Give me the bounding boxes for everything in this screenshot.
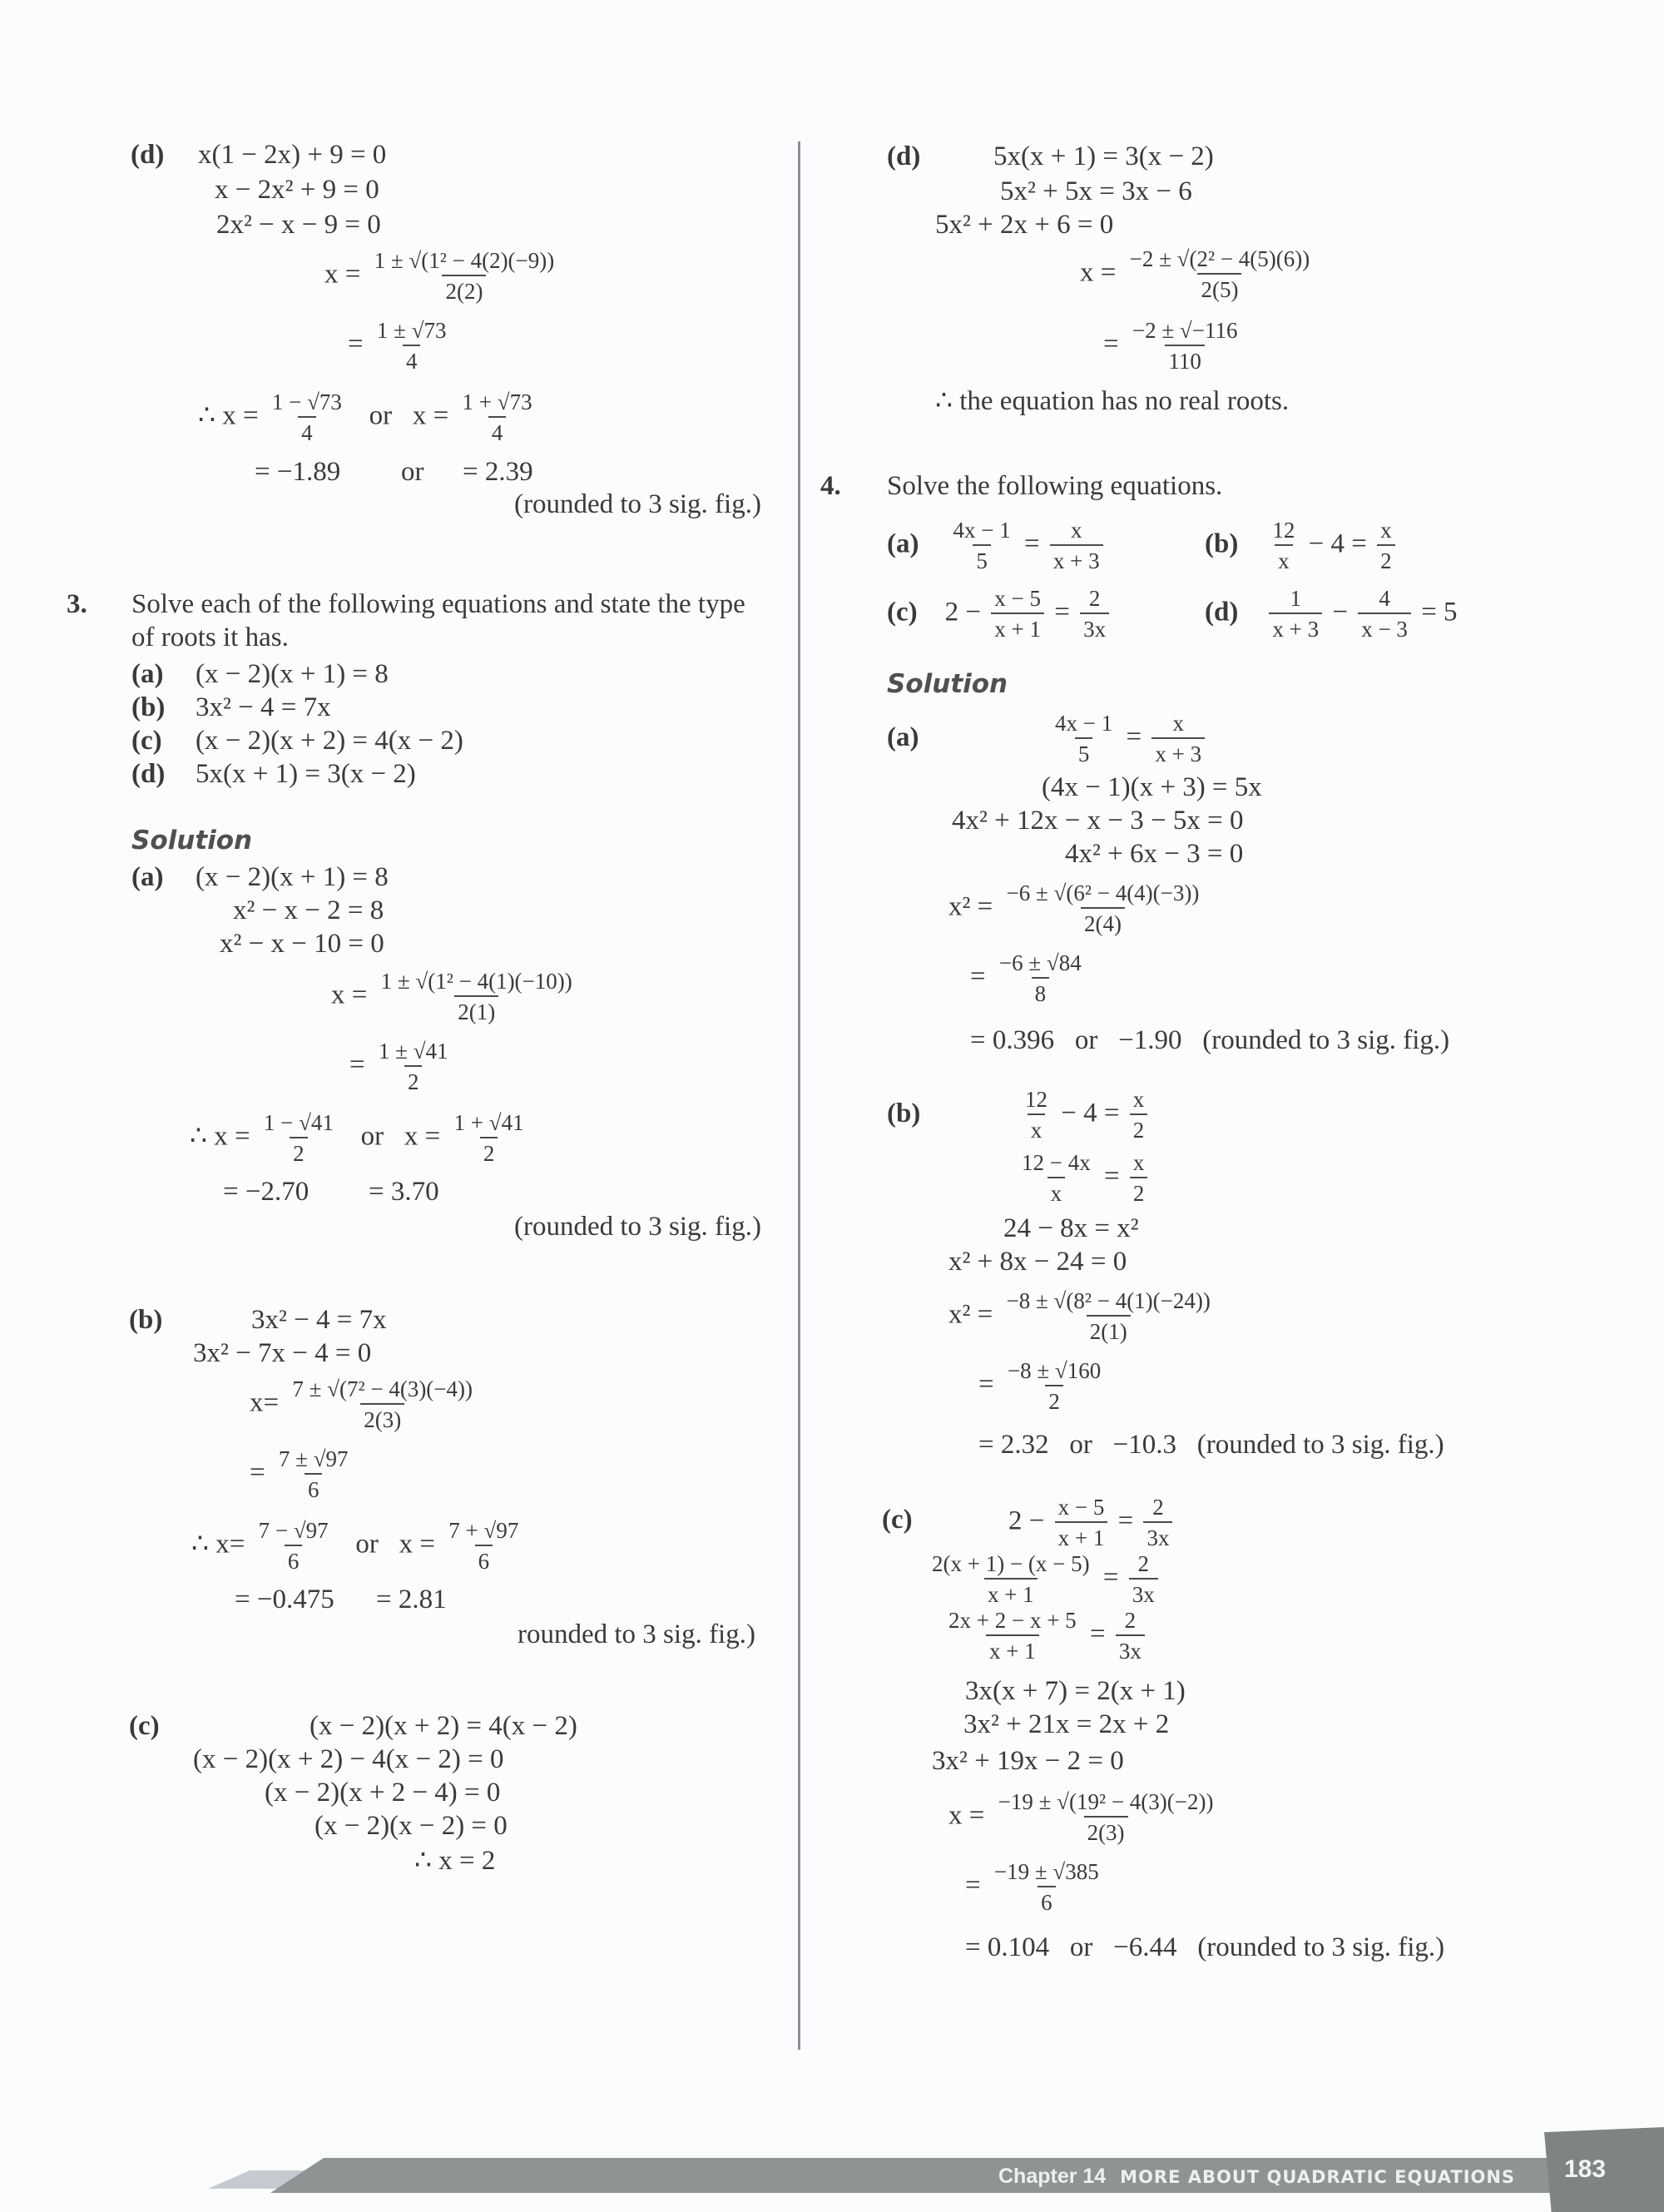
- equation-line: x² − x − 10 = 0: [220, 929, 384, 959]
- equation-line: 3x² + 21x = 2x + 2: [963, 1709, 1170, 1739]
- equation-line: 5x² + 5x = 3x − 6: [1000, 176, 1192, 206]
- part-equation: (x − 2)(x + 1) = 8: [196, 659, 389, 689]
- equation-line: 2 − $\frac{x - 5}{x + 1}$ = $\frac{2}{3x}$: [1008, 1493, 1176, 1553]
- part-label: (b): [129, 1305, 163, 1335]
- part-equation: 3x² − 4 = 7x: [196, 692, 331, 722]
- simplified-fraction: = $\frac{1 \pm √73}{4}$: [348, 316, 453, 376]
- equation-line: (x − 2)(x + 2 − 4) = 0: [265, 1778, 501, 1808]
- quadratic-formula: x = $\frac{\text{1 ± √(1² − 4(2)(−9))}}{2(2)}$: [324, 246, 561, 306]
- root-value: = −0.475: [235, 1585, 334, 1614]
- part-label: (c): [131, 726, 162, 756]
- equation-line: (x − 2)(x + 2) − 4(x − 2) = 0: [193, 1744, 504, 1774]
- root-value: = 2.81: [376, 1585, 447, 1614]
- part-label: (c): [129, 1711, 160, 1741]
- equation-line: x(1 − 2x) + 9 = 0: [198, 140, 387, 170]
- equation-line: 3x² − 7x − 4 = 0: [193, 1338, 372, 1368]
- equation-line: 24 − 8x = x²: [1003, 1213, 1139, 1243]
- equation-line: 3x² + 19x − 2 = 0: [932, 1746, 1124, 1776]
- part-label: (b): [131, 692, 166, 722]
- equation-line: (x − 2)(x + 2) = 4(x − 2): [310, 1711, 577, 1741]
- part-label: (c): [882, 1505, 913, 1535]
- equation-line: $\frac{12}{x}$ − 4 = $\frac{x}{2}$: [1018, 1085, 1151, 1145]
- equation-line: 5x² + 2x + 6 = 0: [935, 210, 1114, 240]
- simplified-fraction: = $\frac{1 \pm √41}{2}$: [349, 1037, 455, 1097]
- equation-line: 3x(x + 7) = 2(x + 1): [965, 1676, 1186, 1706]
- part-label: (a): [131, 659, 164, 689]
- quadratic-formula: x= $\frac{\text{7 ± √(7² − 4(3)(−4))}}{2(3)}$: [250, 1375, 479, 1435]
- equation-line: $\frac{2(x + 1) - (x - 5)}{x + 1}$ = $\frac{2}{3x}$: [925, 1550, 1161, 1609]
- equation-line: (x − 2)(x + 1) = 8: [196, 862, 389, 892]
- rounding-note: rounded to 3 sig. fig.): [518, 1619, 755, 1649]
- page-number: 183: [1564, 2155, 1607, 2183]
- equation-line: (x − 2)(x − 2) = 0: [314, 1811, 508, 1841]
- equation-line: ∴ x = 2: [414, 1846, 496, 1876]
- quadratic-formula: x² = $\frac{\text{−6 ± √(6² − 4(4)(−3))}}{2(4)}$: [948, 879, 1206, 939]
- question-prompt: Solve each of the following equations and state the type: [131, 589, 745, 619]
- part-equation: (x − 2)(x + 2) = 4(x − 2): [196, 726, 463, 756]
- part-label: (b): [887, 1099, 921, 1128]
- roots-line: ∴ x= $\frac{7 - √97}{6}$ or x = $\frac{7 + √97}{6}$: [191, 1516, 525, 1576]
- result-line: = 2.32 or −10.3 (rounded to 3 sig. fig.): [978, 1430, 1444, 1460]
- equation-line: 4x² + 12x − x − 3 − 5x = 0: [952, 806, 1244, 836]
- equation-line: $\frac{2x + 2 - x + 5}{x + 1}$ = $\frac{2}{3x}$: [942, 1606, 1148, 1666]
- simplified-fraction: = $\frac{-2 \pm √-116}{110}$: [1103, 316, 1244, 376]
- part-label: (d): [131, 140, 165, 170]
- equation-line: 4x² + 6x − 3 = 0: [1065, 839, 1244, 869]
- quadratic-formula: x = $\frac{\text{−19 ± √(19² − 4(3)(−2))}}{2(3)}$: [948, 1788, 1221, 1847]
- part-c: (c) 2 − $\frac{x - 5}{x + 1}$ = $\frac{2}{3x}$: [887, 584, 1112, 644]
- root-value: = 2.39: [463, 457, 533, 487]
- rounding-note: (rounded to 3 sig. fig.): [514, 489, 761, 519]
- part-b: (b) $\frac{12}{x}$ − 4 = $\frac{x}{2}$: [1205, 516, 1399, 576]
- part-equation: 5x(x + 1) = 3(x − 2): [196, 759, 416, 789]
- equation-line: x² − x − 2 = 8: [233, 895, 384, 925]
- equation-line: $\frac{4x - 1}{5}$ = $\frac{x}{x + 3}$: [1048, 709, 1208, 769]
- part-label: (d): [131, 759, 166, 789]
- simplified-fraction: = $\frac{7 \pm √97}{6}$: [250, 1445, 355, 1505]
- part-label: (a): [131, 862, 164, 892]
- roots-line: ∴ x = $\frac{1 - √41}{2}$ or x = $\frac{1 + √41}{2}$: [190, 1108, 531, 1168]
- column-divider: [798, 141, 800, 2050]
- rounding-note: (rounded to 3 sig. fig.): [514, 1212, 761, 1242]
- quadratic-formula: x = $\frac{\text{−2 ± √(2² − 4(5)(6))}}{2(5)}$: [1080, 245, 1316, 305]
- quadratic-formula: x² = $\frac{\text{−8 ± √(8² − 4(1)(−24))}}{2(1)}$: [948, 1287, 1217, 1347]
- part-label: (a): [887, 722, 919, 752]
- question-number: 3.: [67, 589, 87, 619]
- or-text: or: [401, 457, 424, 487]
- conclusion: ∴ the equation has no real roots.: [935, 386, 1290, 416]
- equation-line: (4x − 1)(x + 3) = 5x: [1042, 772, 1262, 802]
- simplified-fraction: = $\frac{-8 \pm √160}{2}$: [978, 1356, 1107, 1416]
- equation-line: $\frac{12 - 4x}{x}$ = $\frac{x}{2}$: [1015, 1148, 1151, 1208]
- equation-line: 3x² − 4 = 7x: [251, 1305, 387, 1335]
- question-prompt: Solve the following equations.: [887, 471, 1223, 501]
- roots-line: ∴ x = $\frac{1 - √73}{4}$ or x = $\frac{1 + √73}{4}$: [198, 388, 539, 448]
- part-d: (d) $\frac{1}{x + 3}$ − $\frac{4}{x - 3}$ = 5: [1205, 584, 1458, 644]
- result-line: = 0.396 or −1.90 (rounded to 3 sig. fig.): [970, 1025, 1450, 1055]
- simplified-fraction: = $\frac{-19 \pm √385}{6}$: [965, 1857, 1106, 1917]
- root-value: = −2.70: [223, 1177, 310, 1207]
- solution-heading: Solution: [887, 669, 1008, 699]
- part-label: (d): [887, 141, 921, 171]
- equation-line: x² + 8x − 24 = 0: [948, 1247, 1127, 1277]
- root-value: = 3.70: [369, 1177, 439, 1207]
- chapter-title: MORE ABOUT QUADRATIC EQUATIONS: [1120, 2167, 1516, 2187]
- footer-chapter-title: [998, 2160, 1515, 2192]
- chapter-label: Chapter 14: [998, 2165, 1107, 2188]
- simplified-fraction: = $\frac{-6 \pm √84}{8}$: [970, 949, 1088, 1009]
- part-a: (a) $\frac{4x - 1}{5}$ = $\frac{x}{x + 3}$: [887, 516, 1107, 576]
- equation-line: 2x² − x − 9 = 0: [216, 210, 381, 240]
- equation-line: 5x(x + 1) = 3(x − 2): [993, 141, 1214, 171]
- quadratic-formula: x = $\frac{\text{1 ± √(1² − 4(1)(−10))}}{2(1)}$: [331, 967, 579, 1027]
- question-number: 4.: [820, 471, 841, 501]
- root-value: = −1.89: [255, 457, 341, 487]
- result-line: = 0.104 or −6.44 (rounded to 3 sig. fig.): [965, 1932, 1445, 1962]
- solution-heading: Solution: [131, 826, 253, 856]
- equation-line: x − 2x² + 9 = 0: [215, 175, 379, 205]
- question-prompt: of roots it has.: [131, 622, 289, 652]
